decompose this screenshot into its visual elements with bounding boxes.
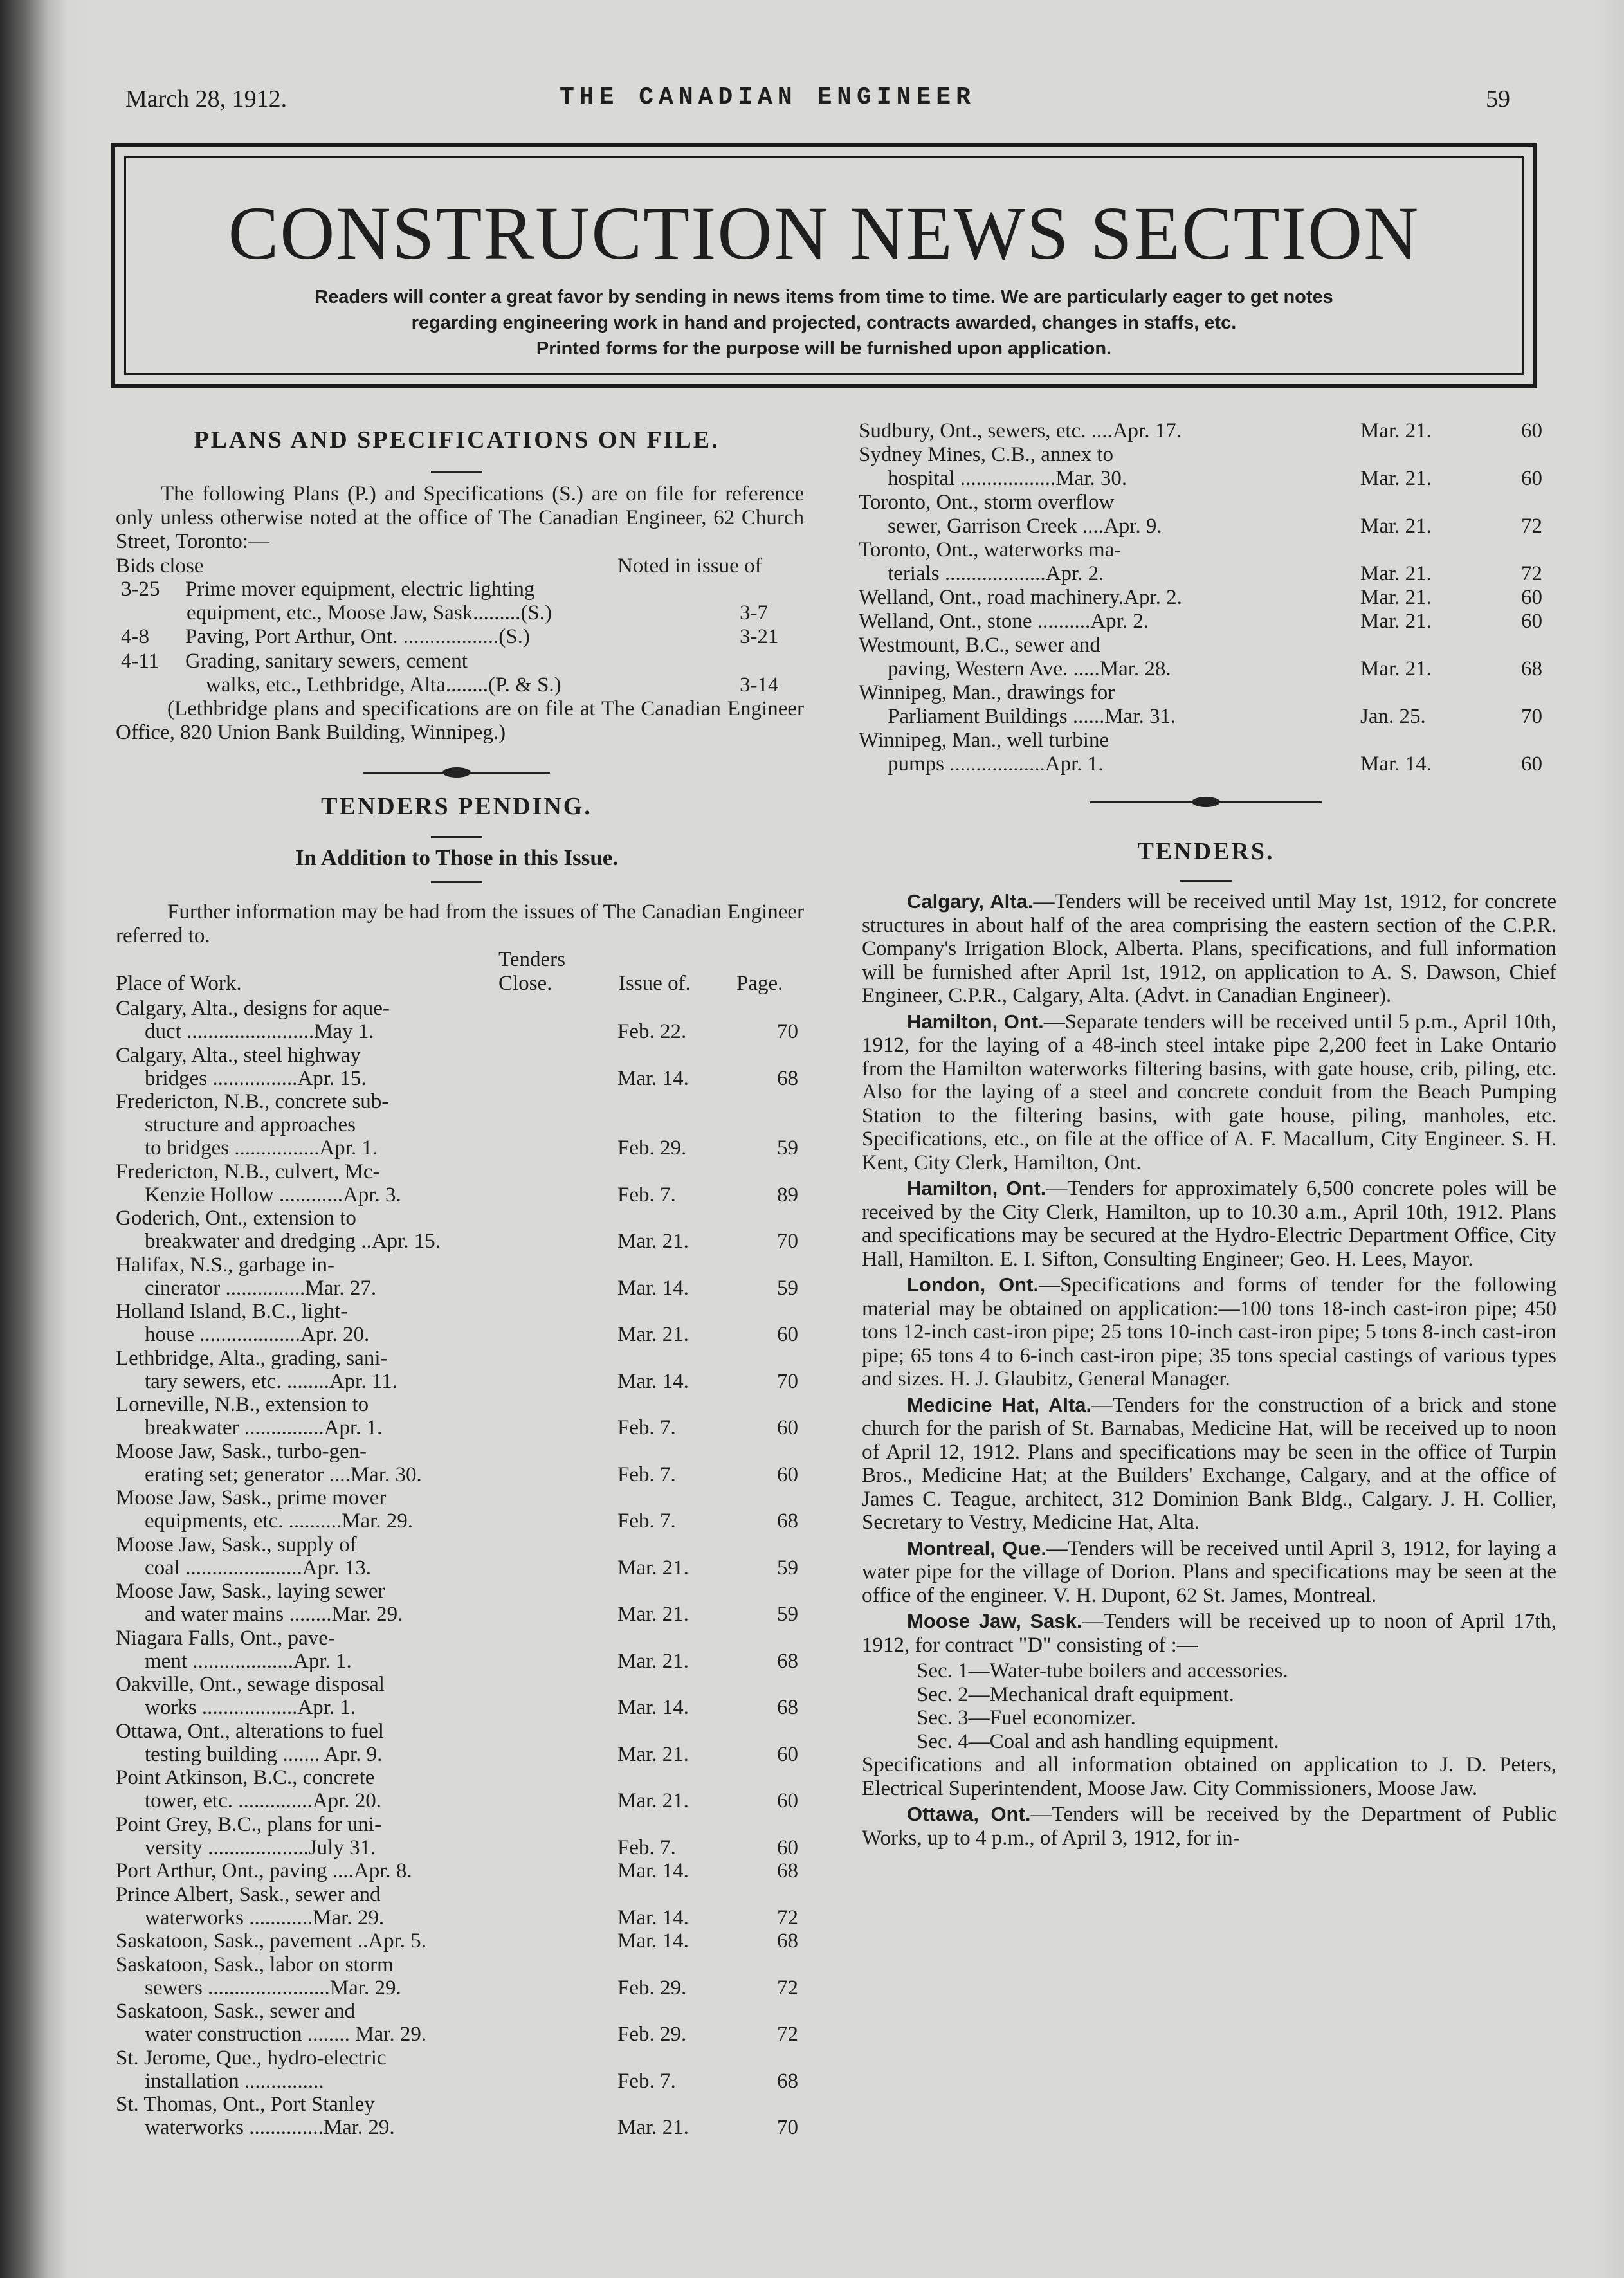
tender-item [862, 1803, 1556, 1850]
tender-item [862, 1394, 1556, 1535]
row-issue: Mar. 21. [617, 1556, 689, 1580]
row-place-line: St. Thomas, Ont., Port Stanley [116, 2093, 375, 2116]
row-issue: Mar. 14. [617, 1276, 689, 1300]
tender-text: —Tenders for approximately 6,500 concrete poles will be received by the City Clerk, Hamilton, up to 10.30 a.m., April 10th, 1912. Plans and specifications may be secured at the Hydro-Electric Department Office, City Hall, Hamilton. E. I. Sifton, Consulting Engineer; Geo. H. Lees, Mayor. [862, 1177, 1556, 1271]
row-page: 59 [777, 1276, 798, 1300]
plan-description: Paving, Port Arthur, Ont. ..................(S.) [185, 625, 530, 648]
row-place-line: breakwater ...............Apr. 1. [145, 1416, 383, 1439]
banner-inner-frame [124, 156, 1524, 375]
tender-location: Hamilton, Ont. [907, 1010, 1044, 1033]
pending-subheading: In Addition to Those in this Issue. [295, 845, 619, 870]
row-page: 70 [777, 1230, 798, 1253]
plan-issue: 3-7 [740, 601, 768, 624]
row-page: 59 [777, 1556, 798, 1580]
row-issue: Mar. 21. [617, 1603, 689, 1626]
row-place-line: Sudbury, Ont., sewers, etc. ....Apr. 17. [859, 419, 1182, 442]
row-page: 60 [777, 1323, 798, 1346]
row-issue: Feb. 7. [617, 2069, 676, 2093]
row-place-line: Point Atkinson, B.C., concrete [116, 1766, 375, 1789]
row-issue: Mar. 14. [617, 1929, 689, 1953]
row-issue: Jan. 25. [1360, 705, 1426, 728]
plan-bid-date: 3-25 [121, 578, 160, 601]
col-tenders-label: Tenders [498, 948, 565, 971]
row-issue: Feb. 22. [617, 1020, 687, 1043]
row-issue: Mar. 14. [1360, 752, 1432, 776]
plans-note: (Lethbridge plans and specifications are on file at The Canadian Engineer Office, 820 Union Bank Building, Winnipeg.) [116, 697, 804, 744]
row-place-line: and water mains ........Mar. 29. [145, 1603, 403, 1626]
row-issue: Mar. 21. [1360, 586, 1432, 609]
row-place-line: sewers .......................Mar. 29. [145, 1976, 401, 2000]
tender-text: —Tenders will be received by the Department of Public Works, up to 4 p.m., of April 3, 1912, for in- [862, 1803, 1556, 1850]
row-place-line: Fredericton, N.B., concrete sub- [116, 1090, 389, 1113]
row-issue: Mar. 21. [1360, 467, 1432, 490]
row-place-line: Holland Island, B.C., light- [116, 1300, 348, 1323]
row-place-line: waterworks ............Mar. 29. [145, 1906, 385, 1929]
row-place-line: breakwater and dredging ..Apr. 15. [145, 1230, 441, 1253]
row-issue: Mar. 14. [617, 1859, 689, 1882]
col-page: Page. [736, 972, 783, 995]
row-page: 68 [777, 2069, 798, 2093]
plans-col-bids: Bids close [116, 554, 204, 578]
row-page: 68 [777, 1509, 798, 1533]
row-place-line: Calgary, Alta., steel highway [116, 1043, 361, 1067]
row-issue: Mar. 14. [617, 1906, 689, 1929]
row-page: 68 [777, 1859, 798, 1882]
plan-description: Grading, sanitary sewers, cement [185, 650, 468, 673]
plans-intro: The following Plans (P.) and Specifications (S.) are on file for reference only unless otherwise noted at the office of The Canadian Engineer, 62 Church Street, Toronto:— [116, 482, 804, 553]
row-place-line: ment ...................Apr. 1. [145, 1649, 352, 1673]
row-page: 68 [777, 1696, 798, 1719]
tender-location: Calgary, Alta. [907, 890, 1034, 913]
row-issue: Feb. 7. [617, 1836, 676, 1859]
row-place-line: Oakville, Ont., sewage disposal [116, 1673, 385, 1696]
row-issue: Mar. 21. [617, 1742, 689, 1766]
row-place-line: installation ............... [145, 2069, 324, 2093]
tenders-heading: TENDERS. [1137, 838, 1275, 865]
row-page: 60 [1521, 610, 1542, 633]
row-issue: Feb. 29. [617, 2023, 687, 2046]
row-place-line: Toronto, Ont., waterworks ma- [859, 538, 1122, 561]
row-place-line: Saskatoon, Sask., pavement ..Apr. 5. [116, 1929, 427, 1953]
tender-section-line: Sec. 2—Mechanical draft equipment. [917, 1682, 1234, 1706]
pending-intro: Further information may be had from the issues of The Canadian Engineer referred to. [116, 900, 804, 947]
tender-location: London, Ont. [907, 1273, 1039, 1296]
row-page: 72 [1521, 515, 1542, 538]
tender-text: —Tenders for the construction of a brick and stone church for the parish of St. Barnabas, Medicine Hat, will be received up to noon of April 12, 1912. Plans and specifications may be seen in the office of Turpin Bros., Medicine Hat; at the Builders' Exchange, Calgary, and at the office of James C. Teague, architect, 312 Dominion Bank Bldg., Calgary. J. H. Collier, Secretary to Vestry, Medicine Hat, Alta. [862, 1393, 1556, 1534]
row-page: 60 [777, 1742, 798, 1766]
row-issue: Mar. 14. [617, 1696, 689, 1719]
tenders-body [862, 890, 1556, 1850]
row-page: 59 [777, 1603, 798, 1626]
tender-text: —Specifications and forms of tender for the following material may be obtained on application:—100 tons 18-inch cast-iron pipe; 450 tons 12-inch cast-iron pipe; 25 tons 10-inch cast-iron pipe; 5 tons 8-inch cast-iron pipe; 65 tons 4 to 6-inch cast-iron pipe; 35 tons special castings of various types and sizes. H. J. Glaubitz, General Manager. [862, 1273, 1557, 1390]
tender-location: Montreal, Que. [907, 1536, 1046, 1560]
row-issue: Mar. 21. [617, 2116, 689, 2139]
row-place-line: Welland, Ont., stone ..........Apr. 2. [859, 610, 1149, 633]
rule [431, 881, 482, 883]
plan-description-cont: equipment, etc., Moose Jaw, Sask.........(S.) [187, 601, 552, 624]
row-place-line: Winnipeg, Man., drawings for [859, 681, 1115, 704]
row-place-line: structure and approaches [145, 1113, 356, 1136]
row-page: 60 [777, 1462, 798, 1486]
row-page: 70 [777, 1020, 798, 1043]
row-page: 70 [777, 2116, 798, 2139]
row-place-line: Niagara Falls, Ont., pave- [116, 1626, 335, 1650]
row-place-line: Halifax, N.S., garbage in- [116, 1253, 334, 1277]
banner-note-line-1: Readers will conter a great favor by sending in news items from time to time. We are particularly eager to get notes [315, 287, 1333, 307]
row-place-line: Sydney Mines, C.B., annex to [859, 443, 1113, 466]
row-place-line: sewer, Garrison Creek ....Apr. 9. [888, 515, 1162, 538]
row-page: 60 [1521, 752, 1542, 776]
row-issue: Mar. 14. [617, 1369, 689, 1393]
page-number: 59 [1486, 86, 1510, 113]
plan-description: Prime mover equipment, electric lighting [185, 578, 535, 601]
row-place-line: Goderich, Ont., extension to [116, 1207, 356, 1230]
tender-item [862, 1177, 1556, 1271]
tender-section-line: Sec. 1—Water-tube boilers and accessories. [917, 1659, 1288, 1682]
col-place: Place of Work. [116, 972, 242, 995]
row-issue: Feb. 7. [617, 1416, 676, 1439]
row-place-line: terials ...................Apr. 2. [888, 562, 1104, 585]
row-place-line: Point Grey, B.C., plans for uni- [116, 1812, 382, 1836]
row-issue: Mar. 21. [1360, 657, 1432, 680]
row-place-line: Westmount, B.C., sewer and [859, 633, 1100, 657]
row-place-line: erating set; generator ....Mar. 30. [145, 1462, 422, 1486]
row-place-line: tower, etc. ..............Apr. 20. [145, 1789, 382, 1812]
row-place-line: duct ........................May 1. [145, 1020, 374, 1043]
row-issue: Mar. 21. [1360, 610, 1432, 633]
row-place-line: Moose Jaw, Sask., supply of [116, 1533, 357, 1556]
row-place-line: house ...................Apr. 20. [145, 1323, 370, 1346]
tender-text: Specifications and all information obtained on application to J. D. Peters, Electrical Superintendent, Moose Jaw. City Commissioners, Moose Jaw. [862, 1753, 1556, 1800]
plan-bid-date: 4-11 [121, 650, 160, 673]
row-place-line: Port Arthur, Ont., paving ....Apr. 8. [116, 1859, 412, 1882]
row-place-line: Fredericton, N.B., culvert, Mc- [116, 1160, 380, 1183]
row-issue: Mar. 21. [1360, 515, 1432, 538]
row-place-line: water construction ........ Mar. 29. [145, 2023, 427, 2046]
banner-note-line-2: regarding engineering work in hand and projected, contracts awarded, changes in staffs, etc. [411, 313, 1237, 333]
ornament-divider [363, 772, 550, 774]
tender-item [862, 1610, 1556, 1657]
row-place-line: bridges ................Apr. 15. [145, 1066, 367, 1090]
row-place-line: Ottawa, Ont., alterations to fuel [116, 1719, 384, 1743]
row-place-line: Lorneville, N.B., extension to [116, 1393, 369, 1416]
row-page: 70 [1521, 705, 1542, 728]
row-page: 72 [1521, 562, 1542, 585]
col-issue: Issue of. [619, 972, 691, 995]
row-place-line: hospital ..................Mar. 30. [888, 467, 1127, 490]
tender-item [862, 1537, 1556, 1608]
row-page: 60 [777, 1416, 798, 1439]
row-issue: Feb. 29. [617, 1136, 687, 1160]
row-page: 68 [777, 1929, 798, 1953]
tender-section-line: Sec. 4—Coal and ash handling equipment. [917, 1729, 1279, 1753]
rule [1180, 880, 1232, 882]
tender-text: —Separate tenders will be received until 5 p.m., April 10th, 1912, for the laying of a 48-inch steel intake pipe 2,200 feet in Lake Ontario from the Hamilton waterworks filtering basins, with gate house, crib, piling, etc. Also for the laying of a steel and concrete conduit from the Beach Pumping Station to the filtering basins, with gate house, piling, manholes, etc. Specifications, etc., on file at the office of A. F. Macallum, City Engineer. S. H. Kent, City Clerk, Hamilton, Ont. [862, 1010, 1556, 1174]
row-page: 68 [777, 1066, 798, 1090]
row-page: 72 [777, 1906, 798, 1929]
row-issue: Mar. 21. [617, 1649, 689, 1673]
row-place-line: Lethbridge, Alta., grading, sani- [116, 1346, 388, 1370]
row-issue: Mar. 14. [617, 1066, 689, 1090]
tender-text: —Tenders will be received until April 3, 1912, for laying a water pipe for the village of Dorion. Plans and specifications may be seen at the office of the engineer. V. H. Dupont, 62 St. James, Montreal. [862, 1536, 1556, 1607]
publication-title: THE CANADIAN ENGINEER [560, 84, 976, 111]
row-place-line: Saskatoon, Sask., labor on storm [116, 1953, 394, 1976]
row-place-line: cinerator ...............Mar. 27. [145, 1276, 377, 1300]
row-page: 60 [777, 1789, 798, 1812]
plans-heading: PLANS AND SPECIFICATIONS ON FILE. [194, 426, 720, 453]
row-page: 68 [777, 1649, 798, 1673]
row-issue: Mar. 21. [1360, 562, 1432, 585]
row-place-line: Welland, Ont., road machinery.Apr. 2. [859, 586, 1182, 609]
row-page: 70 [777, 1369, 798, 1393]
row-issue: Mar. 21. [617, 1789, 689, 1812]
tender-location: Medicine Hat, Alta. [907, 1393, 1092, 1416]
row-page: 60 [1521, 586, 1542, 609]
rule [431, 471, 482, 473]
row-page: 60 [1521, 467, 1542, 490]
row-page: 72 [777, 1976, 798, 2000]
row-issue: Mar. 21. [1360, 419, 1432, 442]
row-issue: Mar. 21. [617, 1323, 689, 1346]
row-place-line: Moose Jaw, Sask., prime mover [116, 1486, 387, 1509]
row-page: 59 [777, 1136, 798, 1160]
row-issue: Feb. 7. [617, 1183, 676, 1207]
tender-item [862, 890, 1556, 1008]
pending-heading: TENDERS PENDING. [321, 793, 592, 820]
plan-description-cont: walks, etc., Lethbridge, Alta........(P. & S.) [206, 673, 561, 697]
row-place-line: Moose Jaw, Sask., turbo-gen- [116, 1439, 367, 1463]
row-place-line: Saskatoon, Sask., sewer and [116, 2000, 356, 2023]
rule [431, 836, 482, 838]
issue-date: March 28, 1912. [125, 86, 287, 113]
col-close: Close. [498, 972, 552, 995]
tender-text: —Tenders will be received until May 1st, 1912, for concrete structures in about half of the area comprising the eastern section of the C.P.R. Company's Irrigation Block, Alberta. Plans, specifications, and full information will be furnished after April 1st, 1912, on application to A. S. Dawson, Chief Engineer, C.P.R., Calgary, Alta. (Advt. in Canadian Engineer). [862, 890, 1556, 1007]
tender-location: Hamilton, Ont. [907, 1177, 1046, 1199]
row-page: 89 [777, 1183, 798, 1207]
section-banner [111, 143, 1537, 388]
row-page: 68 [1521, 657, 1542, 680]
banner-title: CONSTRUCTION NEWS SECTION [228, 191, 1420, 275]
row-place-line: pumps ..................Apr. 1. [888, 752, 1104, 776]
row-place-line: to bridges ................Apr. 1. [145, 1136, 378, 1160]
row-place-line: versity ...................July 31. [145, 1836, 376, 1859]
row-place-line: Toronto, Ont., storm overflow [859, 491, 1115, 514]
tender-location: Ottawa, Ont. [907, 1803, 1031, 1825]
row-place-line: works ..................Apr. 1. [145, 1696, 356, 1719]
row-issue: Mar. 21. [617, 1230, 689, 1253]
banner-note-line-3: Printed forms for the purpose will be furnished upon application. [536, 338, 1112, 359]
row-page: 60 [1521, 419, 1542, 442]
row-place-line: Calgary, Alta., designs for aque- [116, 997, 390, 1020]
ornament-divider [1090, 801, 1322, 803]
row-issue: Feb. 29. [617, 1976, 687, 2000]
row-place-line: Parliament Buildings ......Mar. 31. [888, 705, 1176, 728]
tender-item [862, 1273, 1556, 1391]
row-place-line: Moose Jaw, Sask., laying sewer [116, 1580, 385, 1603]
plan-issue: 3-14 [740, 673, 779, 697]
row-place-line: coal ......................Apr. 13. [145, 1556, 371, 1580]
row-place-line: Kenzie Hollow ............Apr. 3. [145, 1183, 401, 1207]
row-issue: Feb. 7. [617, 1462, 676, 1486]
tender-text: —Tenders will be received up to noon of April 17th, 1912, for contract "D" consisting of :— [862, 1610, 1556, 1657]
row-place-line: St. Jerome, Que., hydro-electric [116, 2046, 387, 2070]
row-place-line: Prince Albert, Sask., sewer and [116, 1882, 381, 1906]
tender-section-line: Sec. 3—Fuel economizer. [917, 1706, 1136, 1729]
row-place-line: testing building ....... Apr. 9. [145, 1742, 383, 1766]
tender-location: Moose Jaw, Sask. [907, 1610, 1082, 1632]
plan-bid-date: 4-8 [121, 625, 149, 648]
row-place-line: waterworks ..............Mar. 29. [145, 2116, 395, 2139]
row-page: 72 [777, 2023, 798, 2046]
row-place-line: paving, Western Ave. .....Mar. 28. [888, 657, 1171, 680]
plan-issue: 3-21 [740, 625, 779, 648]
plans-col-issue: Noted in issue of [617, 554, 762, 578]
row-place-line: tary sewers, etc. ........Apr. 11. [145, 1369, 397, 1393]
row-place-line: Winnipeg, Man., well turbine [859, 729, 1109, 752]
tender-item [862, 1010, 1556, 1175]
row-issue: Feb. 7. [617, 1509, 676, 1533]
row-place-line: equipments, etc. ..........Mar. 29. [145, 1509, 414, 1533]
row-page: 60 [777, 1836, 798, 1859]
